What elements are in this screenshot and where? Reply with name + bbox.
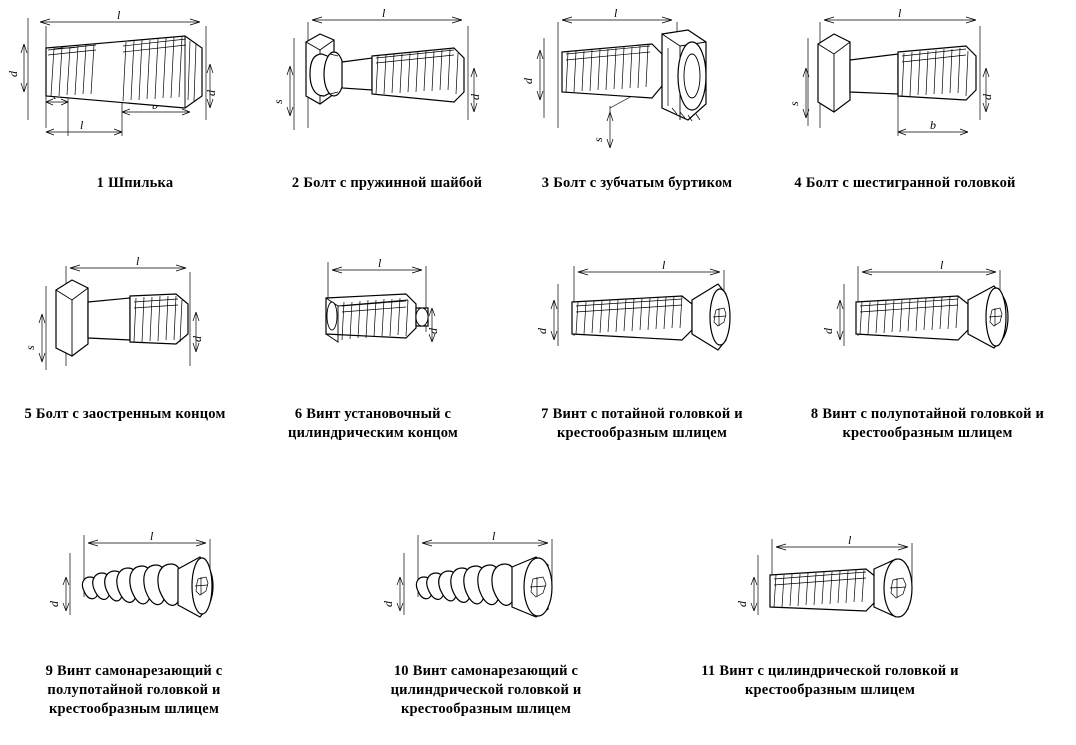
svg-text:d: d (980, 94, 994, 100)
figure-label-11: Винт с цилиндрической головкой и крестообразным шлицем (719, 663, 959, 699)
fastener-drawing-10 (356, 525, 616, 650)
fastener-drawing-5 (10, 256, 240, 391)
svg-text:d: d (381, 601, 395, 607)
svg-text:d: d (535, 328, 549, 334)
figure-number-11: 11 (701, 663, 716, 679)
figure-label-4: Болт с шестигранной головкой (805, 175, 1016, 191)
figure-cell-2 (272, 8, 502, 193)
svg-text:s: s (23, 345, 37, 350)
figure-label-3: Болт с зубчатым буртиком (553, 175, 733, 191)
figure-number-5: 5 (24, 406, 32, 422)
figure-caption-4 (790, 174, 1020, 193)
figure-caption-1 (10, 174, 260, 193)
figure-label-8: Винт с полупотайной головкой и крестообразным шлицем (822, 406, 1045, 442)
figure-label-9: Винт самонарезающий с полупотайной головкой и крестообразным шлицем (47, 663, 223, 718)
figure-cell-4 (787, 6, 1020, 193)
figure-caption-2 (272, 174, 502, 193)
fastener-drawing-7 (512, 256, 772, 391)
svg-text:l: l (848, 533, 852, 547)
figure-number-10: 10 (393, 663, 409, 679)
svg-text:l: l (492, 529, 496, 543)
svg-text:d: d (521, 78, 535, 84)
figure-cell-1 (6, 8, 260, 193)
fastener-drawing-11 (690, 525, 970, 650)
figure-caption-9 (14, 662, 254, 719)
svg-text:d: d (47, 601, 61, 607)
figure-number-2: 2 (291, 175, 300, 191)
fastener-drawing-1 (6, 8, 260, 158)
figure-caption-11 (690, 662, 970, 700)
svg-text:d: d (468, 94, 482, 100)
svg-text:l: l (136, 254, 140, 268)
svg-text:d: d (204, 90, 218, 96)
svg-text:s: s (271, 99, 285, 104)
figure-cell-5 (10, 256, 240, 424)
figure-cell-11 (690, 525, 970, 700)
figure-label-6: Винт установочный с цилиндрическим концом (288, 406, 458, 442)
svg-text:d: d (6, 71, 20, 77)
svg-text:l: l (150, 529, 154, 543)
figure-cell-6 (258, 256, 488, 443)
figure-caption-3 (522, 174, 752, 193)
svg-text:d: d (735, 601, 749, 607)
figure-number-6: 6 (294, 406, 303, 422)
figure-label-7: Винт с потайной головкой и крестообразным шлицем (552, 406, 743, 442)
svg-text:d: d (821, 328, 835, 334)
figure-cell-10 (356, 525, 616, 719)
svg-text:s: s (591, 137, 605, 142)
figure-number-8: 8 (810, 406, 819, 422)
svg-text:d: d (190, 336, 204, 342)
fastener-drawing-4 (787, 6, 1020, 158)
figure-number-1: 1 (96, 175, 105, 191)
figure-label-2: Болт с пружинной шайбой (303, 175, 483, 191)
figure-caption-10 (356, 662, 616, 719)
figure-label-10: Винт самонарезающий с цилиндрической головкой и крестообразным шлицем (390, 663, 582, 718)
fastener-drawing-9 (14, 525, 254, 650)
figure-caption-8 (800, 405, 1055, 443)
figure-number-9: 9 (45, 663, 54, 679)
figure-caption-7 (512, 405, 772, 443)
figure-cell-8 (800, 256, 1055, 443)
svg-text:l: l (378, 256, 382, 270)
svg-text:l: l (940, 258, 944, 272)
figure-label-1: Шпилька (108, 175, 174, 191)
figure-cell-9 (14, 525, 254, 719)
figure-caption-6 (258, 405, 488, 443)
figure-number-3: 3 (541, 175, 550, 191)
svg-text:l: l (662, 258, 666, 272)
svg-text:b: b (930, 118, 936, 132)
fastener-drawing-2 (272, 8, 502, 158)
fastener-drawing-3 (522, 8, 752, 158)
figure-number-4: 4 (794, 175, 802, 191)
svg-text:l: l (117, 8, 121, 22)
svg-text:s: s (787, 101, 801, 106)
figure-number-7: 7 (541, 406, 549, 422)
svg-text:l: l (80, 118, 84, 132)
fastener-drawing-6 (258, 256, 488, 391)
figure-cell-7 (512, 256, 772, 443)
svg-text:d: d (426, 328, 440, 334)
svg-text:l: l (614, 6, 618, 20)
fastener-drawing-8 (800, 256, 1055, 391)
svg-text:l: l (898, 6, 902, 20)
figure-label-5: Болт с заостренным концом (35, 406, 226, 422)
figure-caption-5 (10, 405, 240, 424)
figure-cell-3 (522, 8, 752, 193)
svg-text:l: l (382, 6, 386, 20)
